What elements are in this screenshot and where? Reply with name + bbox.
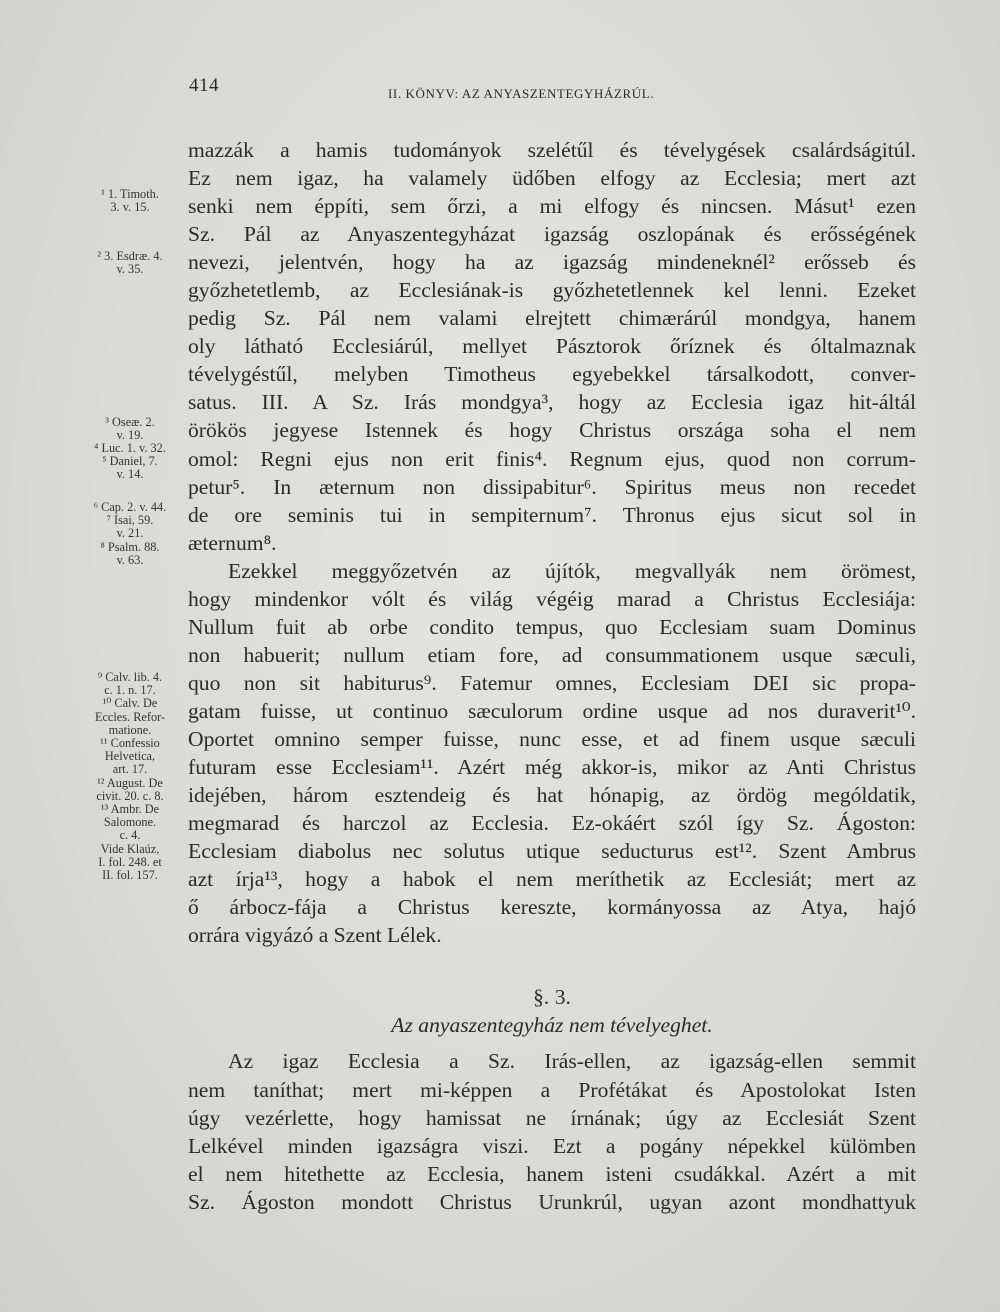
margin-note-line: v. 21. [116,526,144,541]
text-line: non habuerit; nullum etiam fore, ad consummationem usque sæculi, [188,642,916,667]
margin-note-line: ³ Oseæ. 2. [105,415,155,429]
text-line: oly látható Ecclesiárúl, mellyet Pásztorok őríznek és óltalmaznak [188,334,916,359]
section-title: Az anyaszentegyház nem tévelyeghet. [391,1013,713,1038]
text-line: quo non sit habiturus⁹. Fatemur omnes, Ecclesiam DEI sic propa- [188,670,916,695]
margin-note-line: v. 35. [116,262,144,277]
margin-note-line: ⁹ Calv. lib. 4. [97,670,163,684]
paragraph-block-3 [188,1047,916,1215]
text-line: Nullum fuit ab orbe condito tempus, quo Ecclesiam suam Dominus [188,614,916,639]
text-line: tévelygéstűl, melyben Timotheus egyebekkel társalkodott, conver- [188,362,916,387]
text-line: pedig Sz. Pál nem valami elrejtett chimærárúl mondgya, hanem [188,306,916,331]
margin-note-line: ¹² August. De [97,775,163,790]
text-line: senki nem éppíti, sem őrzi, a mi elfogy és nincsen. Másut¹ ezen [188,194,916,219]
margin-note-line: c. 1. n. 17. [104,683,156,698]
text-line: nevezi, jelentvén, hogy ha az igazság mindeneknél² erősseb és [188,250,916,275]
paragraph-block-1 [188,136,916,557]
text-line: győzhetetlemb, az Ecclesiának-is győzhetetlennek kel lenni. Ezeket [188,278,916,303]
margin-note-line: Eccles. Refor- [94,709,166,724]
margin-note-luc-daniel [74,442,186,482]
text-line: futuram esse Ecclesiam¹¹. Azért még akkor-is, mikor az Anti Christus [188,755,916,780]
running-head: II. KÖNYV: AZ ANYASZENTEGYHÁZRÚL. [388,86,655,101]
margin-note-esdrae [74,250,186,276]
text-line: satus. III. A Sz. Irás mondgya³, hogy az Ecclesia igaz hit-áltál [188,390,916,415]
text-line: de ore seminis tui in sempiternum⁷. Thronus ejus sicut sol in [188,502,916,527]
margin-note-line: v. 14. [116,467,144,482]
page-number: 414 [189,75,219,96]
margin-note-line: ⁸ Psalm. 88. [100,539,160,554]
margin-note-cap-isai-psalm [74,501,186,567]
section-spacer-small [188,1039,916,1047]
section-spacer [188,949,916,983]
margin-note-line: ⁵ Daniel, 7. [102,454,158,469]
margin-note-line: ⁶ Cap. 2. v. 44. [93,500,167,514]
text-line: Sz. Pál az Anyaszentegyházat igazság oszlopának és erősségének [188,222,916,247]
text-line: hogy mindenkor vólt és világ végéig marad a Christus Ecclesiája: [188,586,916,611]
margin-note-calvin-block [74,671,186,882]
margin-note-line: 3. v. 15. [110,200,150,215]
text-line: idejében, három esztendeig és hat hónapig, az ördög mególdatik, [188,783,916,808]
text-line: azt írja¹³, hogy a habok el nem meríthetik az Ecclesiát; mert az [188,867,916,892]
text-line: Ez nem igaz, ha valamely üdőben elfogy az Ecclesia; mert azt [188,166,916,191]
section-number: §. 3. [533,985,571,1010]
margin-note-line: v. 19. [116,428,144,443]
paragraph-block-2 [188,557,916,950]
margin-note-oseae [74,416,186,442]
text-line: Ecclesiam diabolus nec solutus utique seducturus est¹². Szent Ambrus [188,839,916,864]
text-line: gatam fuisse, ut continuo sæculorum ordine usque ad nos duraverit¹⁰. [188,698,916,723]
margin-note-line: matione. [108,722,152,737]
text-line: úgy vezérlette, hogy hamissat ne írnának; úgy az Ecclesiát Szent [188,1105,916,1130]
text-line: æternum⁸. [188,530,277,555]
margin-note-line: ¹ 1. Timoth. [101,187,159,201]
margin-note-line: ² 3. Esdræ. 4. [97,249,163,263]
margin-note-line: Vide Klaúz, [100,841,160,856]
text-line: nem taníthat; mert mi-képpen a Profétákat és Apostolokat Isten [188,1077,916,1102]
margin-note-line: ¹¹ Confessio [100,736,160,751]
text-line: ő árbocz-fája a Christus kereszte, kormányossa az Atya, hajó [188,895,916,920]
text-line: Ezekkel meggyőzetvén az újítók, megvallyák nem örömest, [228,558,916,583]
text-line: Sz. Ágoston mondott Christus Urunkrúl, ugyan azont mondhattyuk [188,1189,916,1214]
margin-note-line: ¹³ Ambr. De [100,802,160,817]
text-line: mazzák a hamis tudományok szelétűl és tévelygések csalárdságitúl. [188,138,916,162]
text-line: orrára vigyázó a Szent Lélek. [188,923,442,948]
margin-note-line: ¹⁰ Calv. De [102,696,158,711]
text-line: el nem hitethette az Ecclesia, hanem isteni csudákkal. Azért a mit [188,1161,916,1186]
margin-note-line: Salomone. [103,815,157,830]
margin-note-line: Helvetica, [104,749,156,764]
margin-note-line: I. fol. 248. et [98,854,162,869]
margin-note-line: c. 4. [119,828,141,843]
text-line: Oportet omnino semper fuisse, nunc esse, et ad finem usque sæculi [188,726,916,751]
margin-note-line: civit. 20. c. 8. [96,788,164,803]
text-line: Az igaz Ecclesia a Sz. Irás-ellen, az igazság-ellen semmit [228,1049,916,1074]
body-text [188,136,916,1216]
margin-note-line: art. 17. [112,762,148,777]
text-line: omol: Regni ejus non erit finis⁴. Regnum ejus, quod non corrum- [188,446,916,471]
text-line: megmarad és harczol az Ecclesia. Ez-okáért szól így Sz. Ágoston: [188,811,916,836]
margin-note-line: ⁷ Isai, 59. [106,513,154,528]
margin-note-timoth [74,188,186,214]
margin-note-line: II. fol. 157. [102,868,158,883]
text-line: Lelkével minden igazságra viszi. Ezt a pogány népekkel külömben [188,1133,916,1158]
margin-note-line: ⁴ Luc. 1. v. 32. [94,441,166,455]
text-line: petur⁵. In æternum non dissipabitur⁶. Spiritus meus non recedet [188,474,916,499]
margin-note-line: v. 63. [116,552,144,567]
text-line: örökös jegyese Istennek és hogy Christus országa soha el nem [188,418,916,443]
